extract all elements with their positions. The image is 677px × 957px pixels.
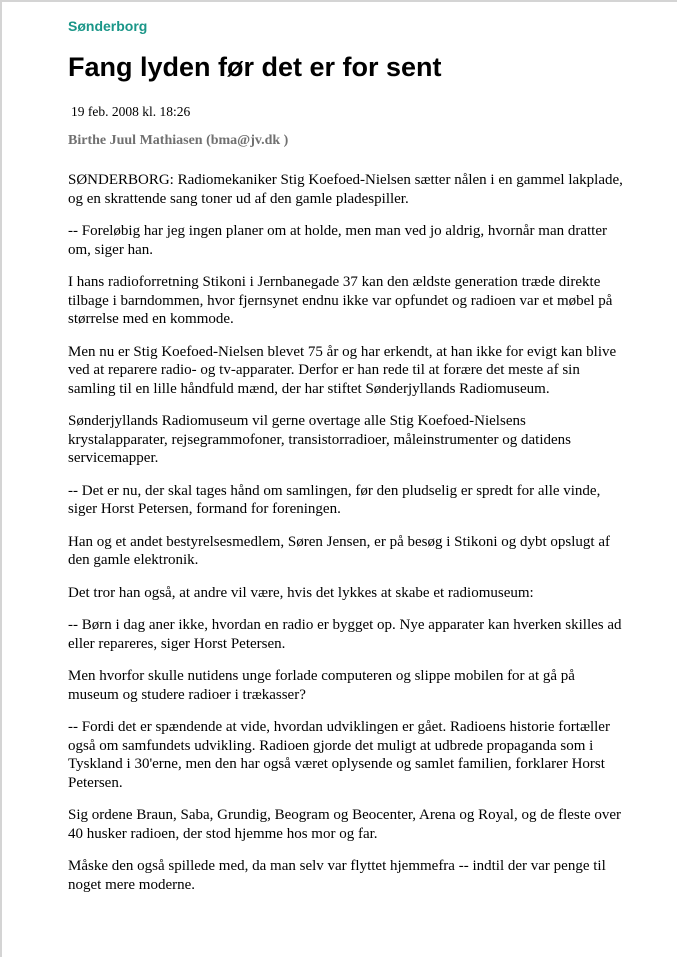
paragraph-line: eller repareres, siger Horst Petersen.: [68, 635, 286, 652]
paragraph-line: også om samfundets udvikling. Radioen gjorde det muligt at udbrede propaganda som i: [68, 737, 594, 754]
paragraph-line: -- Fordi det er spændende at vide, hvordan udviklingen er gået. Radioens historie fortæller: [68, 719, 610, 735]
section-label[interactable]: Sønderborg: [68, 18, 148, 34]
paragraph-line: SØNDERBORG: Radiomekaniker Stig Koefoed-Nielsen sætter nålen i en gammel lakplade,: [68, 172, 623, 188]
byline: Birthe Juul Mathiasen (bma@jv.dk ): [68, 133, 289, 148]
paragraph: [68, 718, 628, 792]
paragraph-line: ved at reparere radio- og tv-apparater. Derfor er han rede til at forære det meste af sin: [68, 362, 580, 378]
paragraph-line: servicemapper.: [68, 450, 159, 466]
paragraph-line: Tyskland i 30'erne, men den har også været oplysende og samlet familien, forklarer Horst: [68, 756, 605, 772]
paragraph: [68, 616, 628, 653]
paragraph: [68, 667, 628, 704]
paragraph-line: den gamle elektronik.: [68, 552, 199, 568]
paragraph: [68, 273, 628, 329]
paragraph: [68, 343, 628, 399]
paragraph-line: om, siger han.: [68, 241, 153, 258]
paragraph: [68, 222, 628, 259]
paragraph-line: Han og et andet bestyrelsesmedlem, Søren Jensen, er på besøg i Stikoni og dybt opslugt af: [68, 533, 610, 550]
paragraph-line: 40 husker radioen, der stod hjemme hos mor og far.: [68, 825, 378, 842]
paragraph: [68, 171, 628, 208]
article-body: [68, 171, 628, 908]
paragraph-line: museum og studere radioer i trækasser?: [68, 686, 306, 703]
paragraph-line: tilbage i barndommen, hvor fjernsynet endnu ikke var opfundet og radioen var et møbel på: [68, 292, 613, 309]
paragraph-line: Måske den også spillede med, da man selv var flyttet hjemmefra -- indtil der var penge til: [68, 858, 606, 874]
paragraph-line: krystalapparater, rejsegrammofoner, transistorradioer, måleinstrumenter og datidens: [68, 431, 572, 448]
paragraph-line: Petersen.: [68, 774, 123, 791]
paragraph-line: Sønderjyllands Radiomuseum vil gerne overtage alle Stig Koefoed-Nielsens: [68, 413, 526, 429]
paragraph-line: -- Foreløbig har jeg ingen planer om at holde, men man ved jo aldrig, hvornår man dratter: [68, 223, 607, 239]
paragraph-line: størrelse med en kommode.: [68, 311, 234, 327]
paragraph: [68, 806, 628, 843]
paragraph-line: Det tror han også, at andre vil være, hvis det lykkes at skabe et radiomuseum:: [68, 584, 534, 601]
paragraph-line: og en skrattende sang toner ud af den gamle pladespiller.: [68, 190, 409, 207]
paragraph-line: -- Det er nu, der skal tages hånd om samlingen, før den pludselig er spredt for alle vinde,: [68, 482, 601, 499]
paragraph: [68, 482, 628, 519]
paragraph: [68, 584, 628, 603]
paragraph-line: Men nu er Stig Koefoed-Nielsen blevet 75 år og har erkendt, at han ikke for evigt kan blive: [68, 343, 617, 360]
paragraph: [68, 412, 628, 468]
paragraph: [68, 533, 628, 570]
paragraph-line: Sig ordene Braun, Saba, Grundig, Beogram og Beocenter, Arena og Royal, og de fleste over: [68, 807, 622, 823]
paragraph-line: -- Børn i dag aner ikke, hvordan en radio er bygget op. Nye apparater kan hverken skilles ad: [68, 617, 622, 633]
paragraph-line: siger Horst Petersen, formand for foreningen.: [68, 501, 341, 517]
paragraph-line: noget mere moderne.: [68, 876, 196, 893]
paragraph-line: Men hvorfor skulle nutidens unge forlade computeren og slippe mobilen for at gå på: [68, 668, 575, 684]
paragraph: [68, 857, 628, 894]
publish-date: 19 feb. 2008 kl. 18:26: [71, 104, 191, 119]
paragraph-line: I hans radioforretning Stikoni i Jernbanegade 37 kan den ældste generation træde direkte: [68, 274, 601, 290]
paragraph-line: samling til en lille håndfuld mænd, der har stiftet Sønderjyllands Radiomuseum.: [68, 380, 550, 397]
headline: Fang lyden før det er for sent: [68, 52, 442, 82]
